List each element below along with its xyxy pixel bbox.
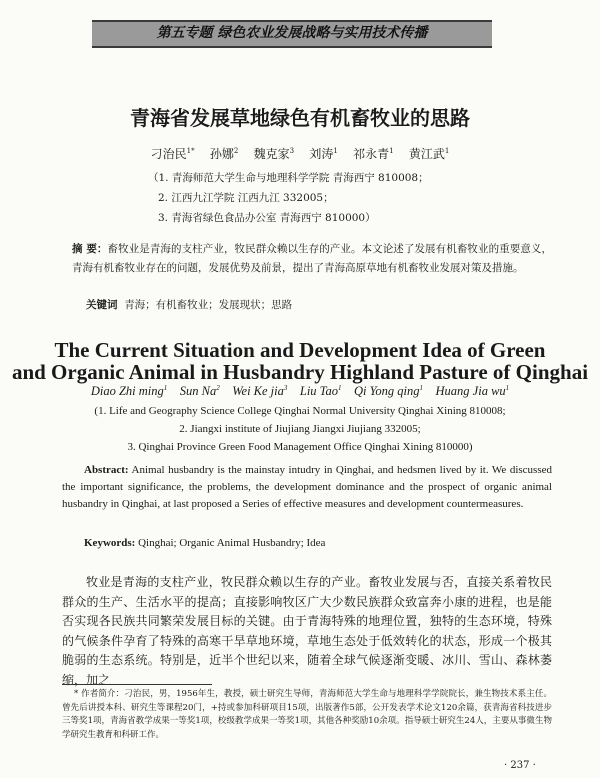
keywords-en-label: Keywords: bbox=[84, 537, 136, 549]
author-en: Wei Ke jia$^3$ bbox=[232, 384, 288, 399]
keywords-en-text: Qinghai; Organic Animal Husbandry; Idea bbox=[138, 537, 326, 549]
abstract-english bbox=[62, 462, 552, 513]
abstract-en-label: Abstract: bbox=[84, 464, 129, 476]
keywords-english bbox=[84, 537, 325, 549]
affiliation-en-1: (1. Life and Geography Science College Qinghai Normal University Qinghai Xining 810008; bbox=[94, 405, 506, 417]
affiliation-en-2: 2. Jiangxi institute of Jiujiang Jiangxi Jiujiang 332005; bbox=[179, 423, 421, 435]
affiliation-cn-1: （1. 青海师范大学生命与地理科学学院 青海西宁 810008； bbox=[148, 172, 429, 184]
keywords-cn-text: 青海；有机畜牧业；发展现状；思路 bbox=[124, 299, 293, 311]
abstract-en-text: Animal husbandry is the mainstay intudry in Qinghai, and hedsmen lived by it. We discussed the important significance, the problems, the development dominance and the prospect of organic animal husbandry in Qinghai, at last proposed a Series of effective measures and development countermeasures. bbox=[62, 464, 552, 510]
title-chinese: 青海省发展草地绿色有机畜牧业的思路 bbox=[130, 106, 470, 130]
page-number: · 237 · bbox=[504, 760, 536, 771]
author-en: Sun Na$^2$ bbox=[179, 384, 220, 399]
author-cn: 孙娜$^2$ bbox=[209, 147, 239, 161]
keywords-chinese bbox=[86, 297, 292, 312]
author-en: Qi Yong qing$^1$ bbox=[353, 384, 424, 399]
authors-chinese bbox=[0, 145, 600, 162]
title-english-line-2: and Organic Animal in Husbandry Highland Pasture of Qinghai bbox=[11, 360, 589, 384]
author-cn: 黄江武$^1$ bbox=[408, 147, 450, 161]
author-cn: 刁治民$^{1*}$ bbox=[150, 147, 195, 161]
affiliation-cn-2: 2. 江西九江学院 江西九江 332005； bbox=[158, 192, 334, 204]
title-english-line-1: The Current Situation and Development Idea of Green bbox=[54, 338, 546, 362]
author-cn: 刘涛$^1$ bbox=[309, 147, 338, 161]
author-en: Diao Zhi ming$^1$ bbox=[90, 384, 168, 399]
abstract-cn-text: 畜牧业是青海的支柱产业，牧民群众赖以生存的产业。本文论述了发展有机畜牧业的重要意义，青海有机畜牧业存在的问题，发展优势及前景，提出了青海高原草地有机畜牧业发展对策及措施。 bbox=[72, 243, 553, 274]
footnote-divider bbox=[62, 684, 212, 685]
abstract-chinese bbox=[72, 240, 552, 277]
author-footnote: * 作者简介：刁治民，男，1956年生，教授，硕士研究生导师，青海师范大学生命与地理科学学院院长，兼生物技术系主任。曾先后讲授本科、研究生等课程20门，+持或参加科研项目15项，出版著作5部，公开发表学术论文120余篇，获青海省科技进步三等奖1项，青海省教学成果一等奖1项，校级教学成果一等奖1项，其他各种奖励10余项。指导硕士研究生24人，主要从事微生物学研究生教育和科研工作。 bbox=[62, 689, 552, 740]
running-header: 第五专题 绿色农业发展战略与实用技术传播 bbox=[156, 25, 428, 41]
keywords-cn-label: 关键词 bbox=[86, 299, 118, 311]
author-cn: 魏克家$^3$ bbox=[253, 147, 295, 161]
body-paragraph: 牧业是青海的支柱产业，牧民群众赖以生存的产业。畜牧业发展与否，直接关系着牧民群众的生产、生活水平的提高；直接影响牧区广大少数民族群众致富奔小康的进程，也是能否实现各民族共同繁荣发展目标的关键。由于青海特殊的地理位置，独特的生态环境，特殊的气候条件孕育了特殊的高寒干旱草地环境，草地生态处于低效转化的状态，形成一个极其脆弱的生态系统。特别是，近半个世纪以来，随着全球气候逐渐变暖、冰川、雪山、森林萎缩，加之 bbox=[62, 575, 552, 687]
author-en: Huang Jia $wu^1$ bbox=[435, 384, 510, 399]
affiliation-en-3: 3. Qinghai Province Green Food Management Office Qinghai Xining 810000) bbox=[127, 441, 473, 453]
authors-english bbox=[0, 384, 600, 399]
affiliation-cn-3: 3. 青海省绿色食品办公室 青海西宁 810000） bbox=[158, 212, 376, 224]
author-cn: 祁永青$^1$ bbox=[353, 147, 394, 161]
abstract-cn-label: 摘 要： bbox=[72, 243, 108, 255]
author-en: Liu Tao$^1$ bbox=[299, 384, 342, 399]
